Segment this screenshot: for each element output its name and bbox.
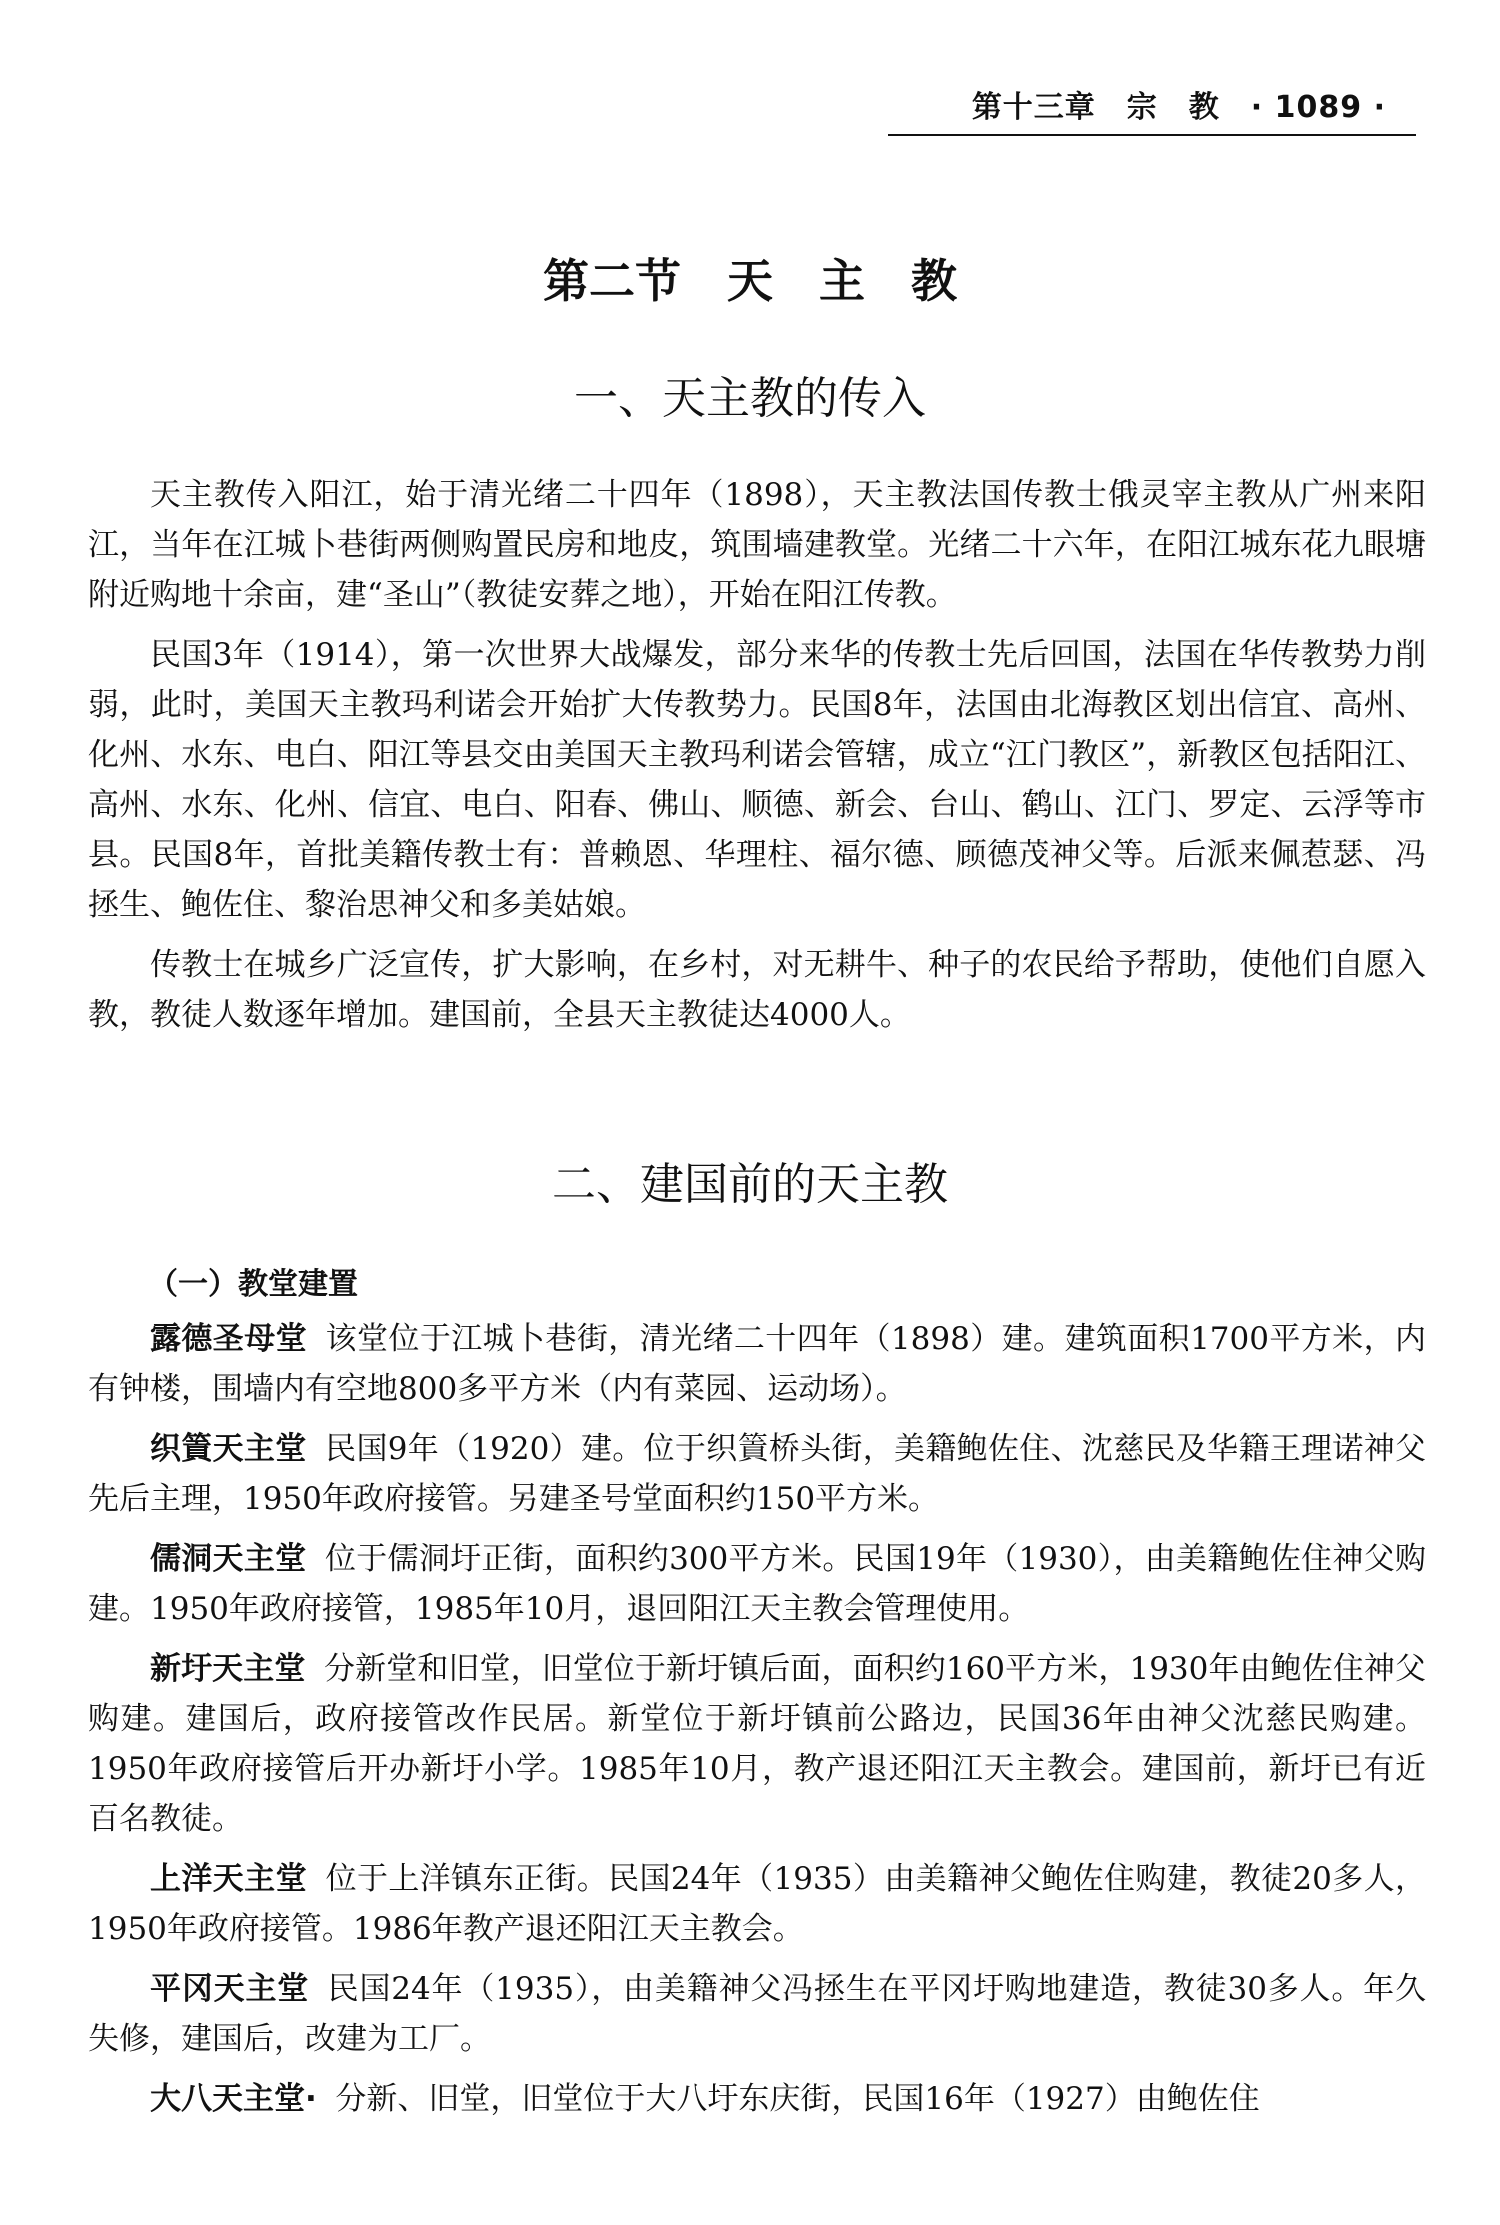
paragraph: 民国3年（1914），第一次世界大战爆发，部分来华的传教士先后回国，法国在华传教势力削弱，此时，美国天主教玛利诺会开始扩大传教势力。民国8年，法国由北海教区划出信宜、高州、化州、水东、电白、阳江等县交由美国天主教玛利诺会管辖，成立“江门教区”，新教区包括阳江、高州、水东、化州、信宜、电白、阳春、佛山、顺德、新会、台山、鹤山、江门、罗定、云浮等市县。民国8年，首批美籍传教士有：普赖恩、华理柱、福尔德、顾德茂神父等。后派来佩惹瑟、冯拯生、鲍佐住、黎治思神父和多美姑娘。	[88, 637, 1426, 923]
header-rule	[888, 134, 1416, 136]
entry-text: 民国9年（1920）建。位于织篢桥头街，美籍鲍佐住、沈慈民及华籍王理诺神父先后主理，1950年政府接管。另建圣号堂面积约150平方米。	[88, 1431, 1426, 1517]
part1-title: 一、天主教的传入	[574, 373, 926, 424]
part1-body	[88, 470, 1426, 1050]
entry-head: 大八天主堂·	[150, 2081, 317, 2117]
church-entry	[88, 2074, 1426, 2124]
church-entry	[88, 1854, 1426, 1954]
entry-head: 织篢天主堂	[150, 1431, 307, 1467]
entry-text: 分新堂和旧堂，旧堂位于新圩镇后面，面积约160平方米，1930年由鲍佐住神父购建。建国后，政府接管改作民居。新堂位于新圩镇前公路边，民国36年由神父沈慈民购建。1950年政府接管后开办新圩小学。1985年10月，教产退还阳江天主教会。建国前，新圩已有近百名教徒。	[88, 1651, 1426, 1837]
entry-head: 上洋天主堂	[150, 1861, 307, 1897]
running-header	[888, 82, 1416, 134]
paragraph: 天主教传入阳江，始于清光绪二十四年（1898），天主教法国传教士俄灵宰主教从广州来阳江，当年在江城卜巷街两侧购置民房和地皮，筑围墙建教堂。光绪二十六年，在阳江城东花九眼塘附近购地十余亩，建“圣山”（教徒安葬之地），开始在阳江传教。	[88, 477, 1426, 613]
paragraph: 传教士在城乡广泛宣传，扩大影响，在乡村，对无耕牛、种子的农民给予帮助，使他们自愿入教，教徒人数逐年增加。建国前，全县天主教徒达4000人。	[88, 947, 1426, 1033]
church-entry	[88, 1314, 1426, 1414]
church-entry	[88, 1644, 1426, 1844]
entry-head: 平冈天主堂	[150, 1971, 310, 2007]
part2-title: 二、建国前的天主教	[552, 1159, 948, 1210]
church-entry	[88, 1534, 1426, 1634]
subsection-heading: （一）教堂建置	[148, 1267, 358, 1302]
entry-text: 位于儒洞圩正街，面积约300平方米。民国19年（1930），由美籍鲍佐住神父购建。1950年政府接管，1985年10月，退回阳江天主教会管理使用。	[88, 1541, 1426, 1627]
entry-text: 该堂位于江城卜巷街，清光绪二十四年（1898）建。建筑面积1700平方米，内有钟楼，围墙内有空地800多平方米（内有菜园、运动场）。	[88, 1321, 1426, 1407]
running-header-text: 第十三章 宗 教 · 1089 ·	[971, 90, 1386, 125]
entry-head: 新圩天主堂	[150, 1651, 306, 1687]
church-entry	[88, 1964, 1426, 2064]
entry-text: 民国24年（1935），由美籍神父冯拯生在平冈圩购地建造，教徒30多人。年久失修，建国后，改建为工厂。	[88, 1971, 1426, 2057]
entry-head: 儒洞天主堂	[150, 1541, 307, 1577]
entry-head: 露德圣母堂	[150, 1321, 308, 1357]
church-entry	[88, 1424, 1426, 1524]
section-title: 第二节 天 主 教	[543, 254, 957, 308]
part2-body	[88, 1262, 1426, 2134]
entry-text: 分新、旧堂，旧堂位于大八圩东庆街，民国16年（1927）由鲍佐住	[335, 2081, 1260, 2117]
entry-text: 位于上洋镇东正街。民国24年（1935）由美籍神父鲍佐住购建，教徒20多人，1950年政府接管。1986年教产退还阳江天主教会。	[88, 1861, 1426, 1947]
